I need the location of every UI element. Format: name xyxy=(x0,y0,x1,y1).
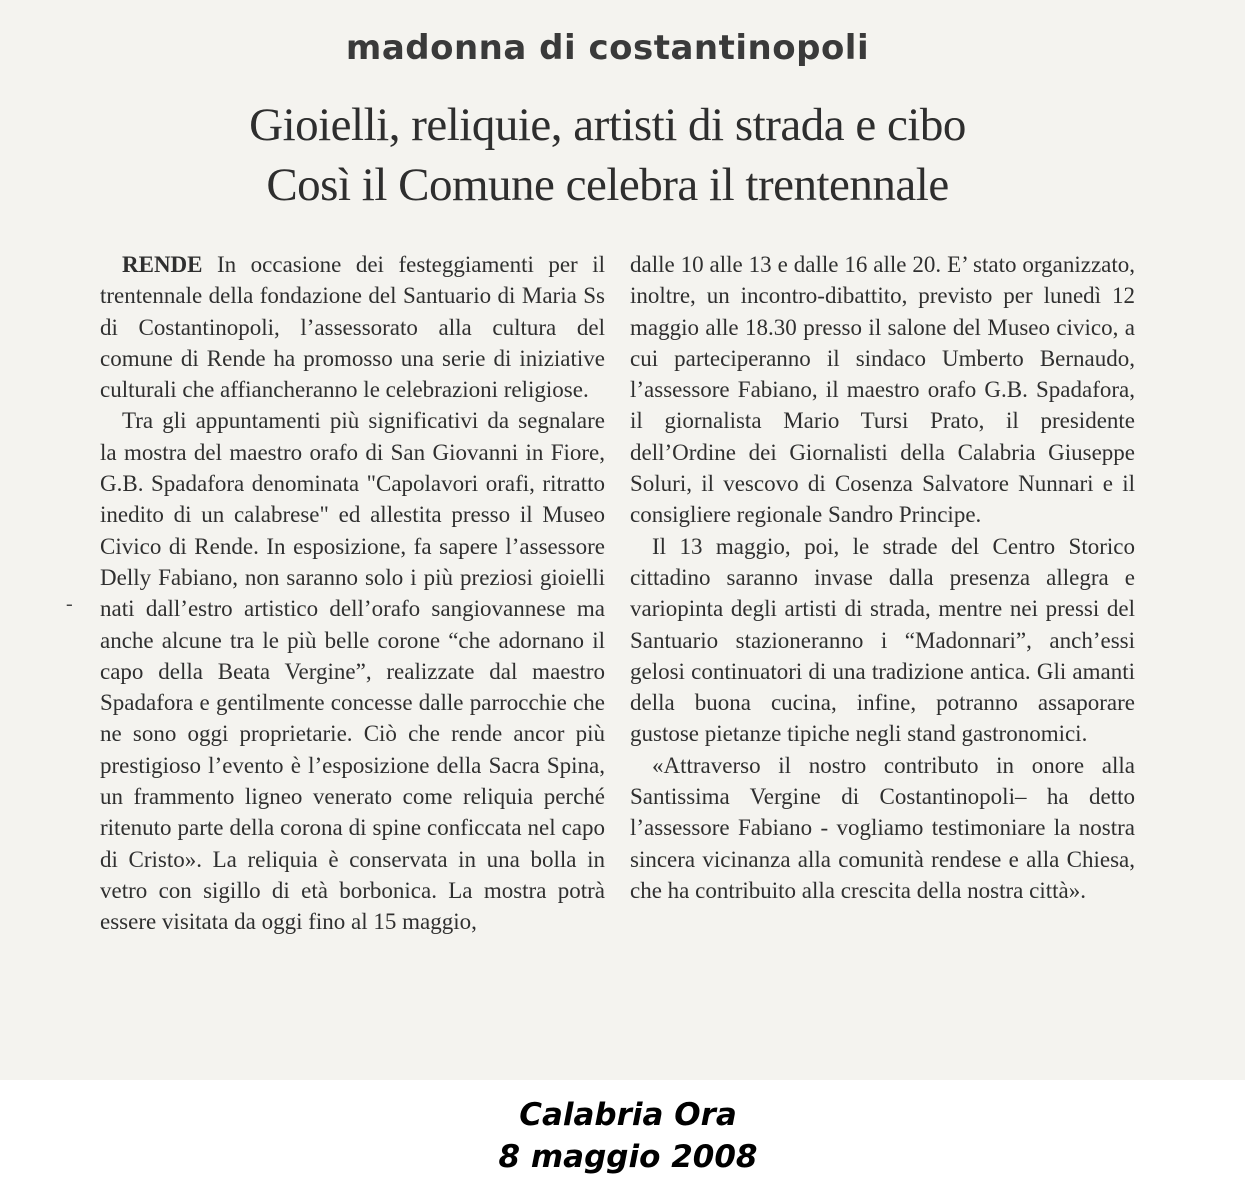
article-column-right xyxy=(630,249,1135,906)
article-paragraph: dalle 10 alle 13 e dalle 16 alle 20. E’ stato organizzato, inoltre, un incontro-dibattito, previsto per lunedì 12 maggio alle 18.30 presso il salone del Museo civico, a cui parteciperanno il sindaco Umberto Bernaudo, l’assessore Fabiano, il maestro orafo G.B. Spadafora, il giornalista Mario Tursi Prato, il presidente dell’Ordine dei Giornalisti della Calabria Giuseppe Soluri, il vescovo di Cosenza Salvatore Nunnari e il consigliere regionale Sandro Principe. xyxy=(630,252,1135,528)
dateline: RENDE xyxy=(122,252,203,277)
source-caption xyxy=(418,1086,838,1184)
section-kicker: madonna di costantinopoli xyxy=(345,28,870,68)
newspaper-name: Calabria Ora xyxy=(519,1097,737,1133)
article-paragraph: «Attraverso il nostro contributo in onore alla Santissima Vergine di Costantinopoli– ha detto l’assessore Fabiano - vogliamo testimoniare la nostra sincera vicinanza alla comunità rendese e alla Chiesa, che ha contribuito alla crescita della nostra città». xyxy=(630,752,1135,903)
paragraph-text: In occasione dei festeggiamenti per il trentennale della fondazione del Santuario di Maria Ss di Costantinopoli, l’assessorato alla cultura del comune di Rende ha promosso una serie di iniziative culturali che affiancheranno le celebrazioni religiose. xyxy=(100,252,605,403)
article-paragraph: Il 13 maggio, poi, le strade del Centro Storico cittadino saranno invase dalla presenza allegra e variopinta degli artisti di strada, mentre nei pressi del Santuario stazioneranno i “Madonnari”, anch’essi gelosi continuatori di una tradizione antica. Gli amanti della buona cucina, infine, potranno assaporare gustose pietanze tipiche negli stand gastronomici. xyxy=(630,533,1135,747)
article-headline xyxy=(0,95,1215,215)
headline-line-2: Così il Comune celebra il trentennale xyxy=(266,159,949,211)
article-paragraph: Tra gli appuntamenti più significativi da segnalare la mostra del maestro orafo di San Giovanni in Fiore, G.B. Spadafora denominata "Capolavori orafi, ritratto inedito di un calabrese" ed allestita presso il Museo Civico di Rende. In esposizione, fa sapere l’assessore Delly Fabiano, non saranno solo i più preziosi gioielli nati dall’estro artistico dell’orafo sangiovannese ma anche alcune tra le più belle corone “che adornano il capo della Beata Vergine”, realizzate dal maestro Spadafora e gentilmente concesse dalle parrocchie che ne sono oggi proprietarie. Ciò che rende ancor più prestigioso l’evento è l’esposizione della Sacra Spina, un frammento ligneo venerato come reliquia perché ritenuto parte della corona di spine conficcata nel capo di Cristo». La reliquia è conservata in una bolla in vetro con sigillo di età borbonica. La mostra potrà essere visitata da oggi fino al 15 maggio, xyxy=(100,408,605,935)
article-paragraph xyxy=(100,249,605,405)
article-column-left xyxy=(100,249,605,938)
headline-line-1: Gioielli, reliquie, artisti di strada e cibo xyxy=(249,99,966,151)
publication-date: 8 maggio 2008 xyxy=(498,1139,758,1175)
margin-mark: - xyxy=(66,593,73,615)
